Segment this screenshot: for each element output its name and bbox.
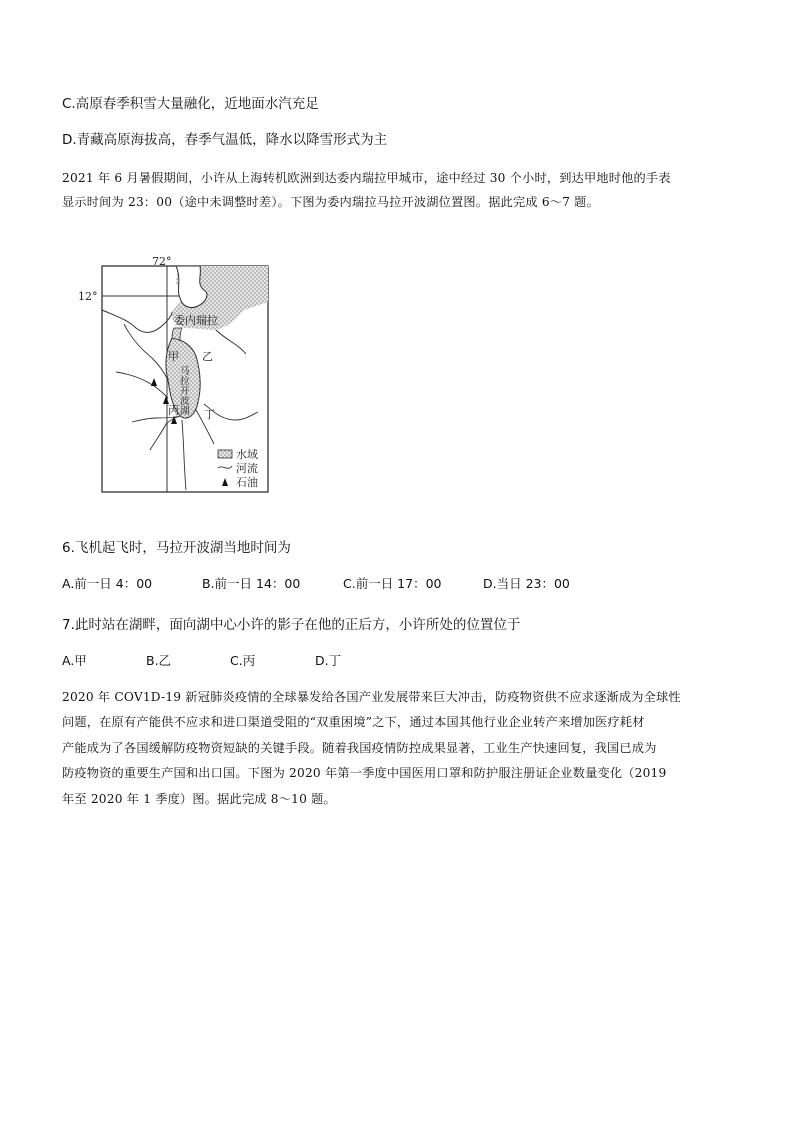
maracaibo-lake-map — [76, 254, 276, 500]
passage1-line2: 显示时间为 23：00（途中未调整时差）。下图为委内瑞拉马拉开波湖位置图。据此完成 6～7 题。 — [62, 195, 599, 209]
passage2-line3: 产能成为了各国缓解防疫物资短缺的关键手段。随着我国疫情防控成果显著，工业生产快速回复，我国已成为 — [62, 741, 657, 755]
passage2-line1: 2020 年 COV1D-19 新冠肺炎疫情的全球暴发给各国产业发展带来巨大冲击，防疫物资供不应求逐渐成为全球性 — [62, 690, 681, 704]
passage1-line1: 2021 年 6 月暑假期间，小许从上海转机欧洲到达委内瑞拉甲城市，途中经过 30 个小时，到达甲地时他的手表 — [62, 171, 671, 185]
q7-option-b[interactable]: B.乙 — [146, 653, 172, 668]
q7-option-d[interactable]: D.丁 — [315, 653, 342, 668]
lake-char: 开 — [180, 386, 190, 397]
country-label: 委内瑞拉 — [174, 314, 218, 327]
q7-stem: 7.此时站在湖畔，面向湖中心小许的影子在他的正后方，小许所处的位置位于 — [62, 617, 521, 633]
point-ding: 丁 — [204, 408, 215, 421]
legend-oil: 石油 — [236, 476, 258, 489]
lake-char: 拉 — [180, 376, 190, 387]
passage2-line2: 问题，在原有产能供不应求和进口渠道受阻的“双重困境”之下，通过本国其他行业企业转产来增加医疗耗材 — [62, 715, 645, 729]
legend-water: 水域 — [236, 448, 258, 461]
point-yi: 乙 — [202, 350, 213, 363]
option-c-prev: C.高原春季积雪大量融化，近地面水汽充足 — [62, 96, 319, 112]
point-jia: 甲 — [168, 350, 179, 363]
lake-char: 马 — [180, 366, 190, 377]
legend-river: 河流 — [236, 462, 258, 475]
q6-option-a[interactable]: A.前一日 4：00 — [62, 576, 153, 591]
lat-label: 12° — [78, 290, 98, 303]
q6-option-c[interactable]: C.前一日 17：00 — [343, 576, 442, 591]
lake-char: 湖 — [180, 406, 190, 417]
lon-label: 72° — [152, 255, 172, 268]
point-bing: 丙 — [168, 404, 179, 417]
q6-option-b[interactable]: B.前一日 14：00 — [202, 576, 301, 591]
q7-option-a[interactable]: A.甲 — [62, 653, 87, 668]
q6-stem: 6.飞机起飞时，马拉开波湖当地时间为 — [62, 540, 291, 556]
option-d-prev: D.青藏高原海拔高，春季气温低，降水以降雪形式为主 — [62, 132, 388, 148]
q7-option-c[interactable]: C.丙 — [230, 653, 256, 668]
passage2-line4: 防疫物资的重要生产国和出口国。下图为 2020 年第一季度中国医用口罩和防护服注册证企业数量变化（2019 — [62, 766, 667, 780]
q6-option-d[interactable]: D.当日 23：00 — [483, 576, 570, 591]
legend-water-swatch — [218, 450, 232, 458]
lake-char: 波 — [180, 396, 190, 407]
passage2-line5: 年至 2020 年 1 季度）图。据此完成 8～10 题。 — [62, 792, 336, 806]
